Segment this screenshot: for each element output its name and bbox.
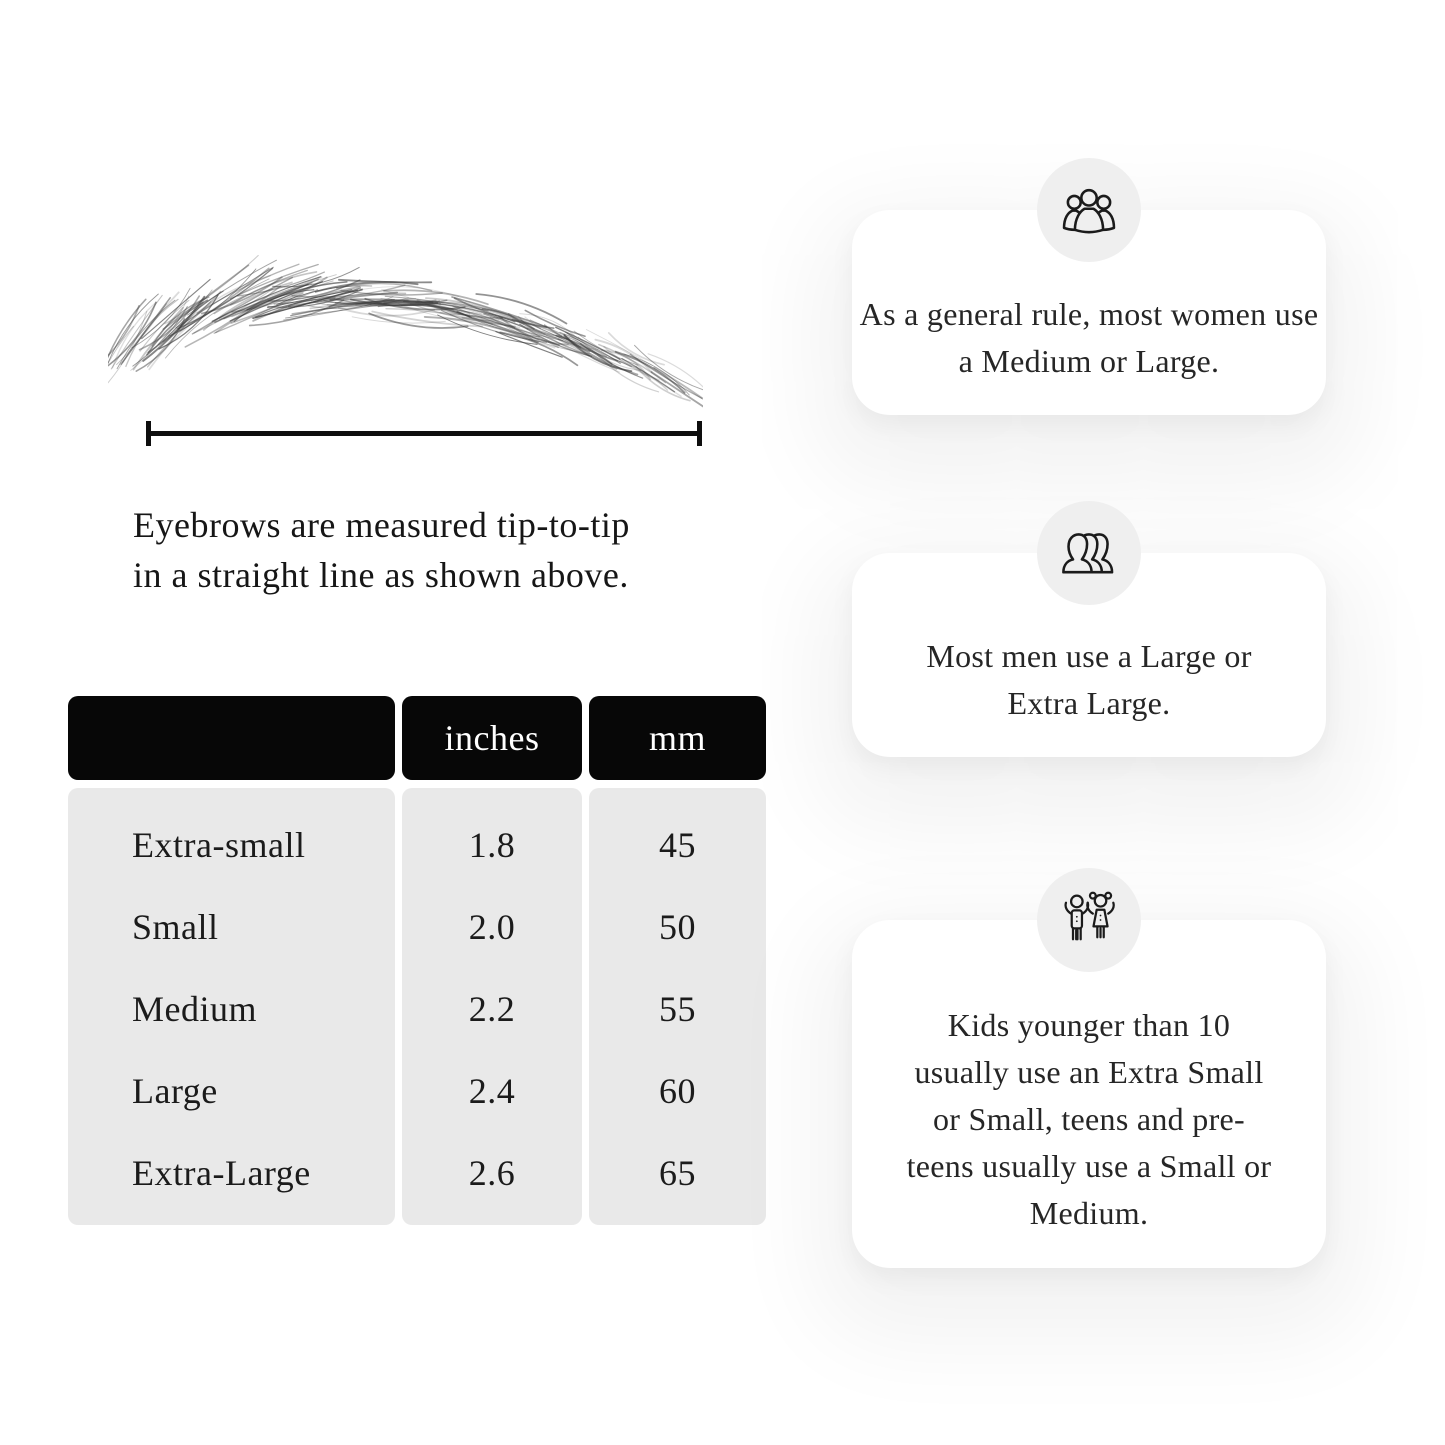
table-row-label: Extra-Large bbox=[132, 1153, 311, 1193]
table-cell-inches: 2.6 bbox=[468, 1153, 516, 1193]
info-card-men bbox=[852, 553, 1326, 757]
icon-badge bbox=[1037, 158, 1141, 262]
table-cell-mm: 50 bbox=[659, 907, 696, 947]
table-cell-mm: 45 bbox=[659, 825, 696, 865]
table-column-size-labels bbox=[68, 788, 395, 1225]
table-header-mm: mm bbox=[589, 696, 766, 780]
caption-line-2: in a straight line as shown above. bbox=[133, 555, 629, 595]
card-text: Kids younger than 10 usually use an Extra Small or Small, teens and pre-teens usually use a Small or Medium. bbox=[906, 1006, 1272, 1231]
table-column-inches bbox=[402, 788, 582, 1225]
table-column-mm bbox=[589, 788, 766, 1225]
info-card-women bbox=[852, 210, 1326, 415]
table-header-inches: inches bbox=[402, 696, 582, 780]
table-header-size bbox=[68, 696, 395, 780]
icon-badge bbox=[1037, 868, 1141, 972]
table-cell-mm: 55 bbox=[659, 989, 696, 1029]
card-text: As a general rule, most women use a Medium or Large. bbox=[859, 295, 1319, 379]
info-card-kids bbox=[852, 920, 1326, 1268]
measurement-line bbox=[146, 421, 702, 446]
table-cell-mm: 65 bbox=[659, 1153, 696, 1193]
measurement-caption bbox=[133, 500, 630, 600]
table-cell-inches: 2.0 bbox=[468, 907, 516, 947]
kids-icon bbox=[1057, 888, 1121, 952]
eyebrow-illustration bbox=[108, 238, 703, 408]
caption-line-1: Eyebrows are measured tip-to-tip bbox=[133, 505, 630, 545]
icon-badge bbox=[1037, 501, 1141, 605]
men-group-icon bbox=[1057, 521, 1121, 585]
table-row-label: Small bbox=[132, 907, 219, 947]
women-group-icon bbox=[1057, 178, 1121, 242]
table-cell-inches: 1.8 bbox=[468, 825, 516, 865]
table-cell-inches: 2.4 bbox=[468, 1071, 516, 1111]
table-row-label: Medium bbox=[132, 989, 257, 1029]
table-row-label: Extra-small bbox=[132, 825, 306, 865]
table-cell-mm: 60 bbox=[659, 1071, 696, 1111]
card-text: Most men use a Large or Extra Large. bbox=[926, 638, 1252, 721]
table-row-label: Large bbox=[132, 1071, 218, 1111]
table-cell-inches: 2.2 bbox=[468, 989, 516, 1029]
